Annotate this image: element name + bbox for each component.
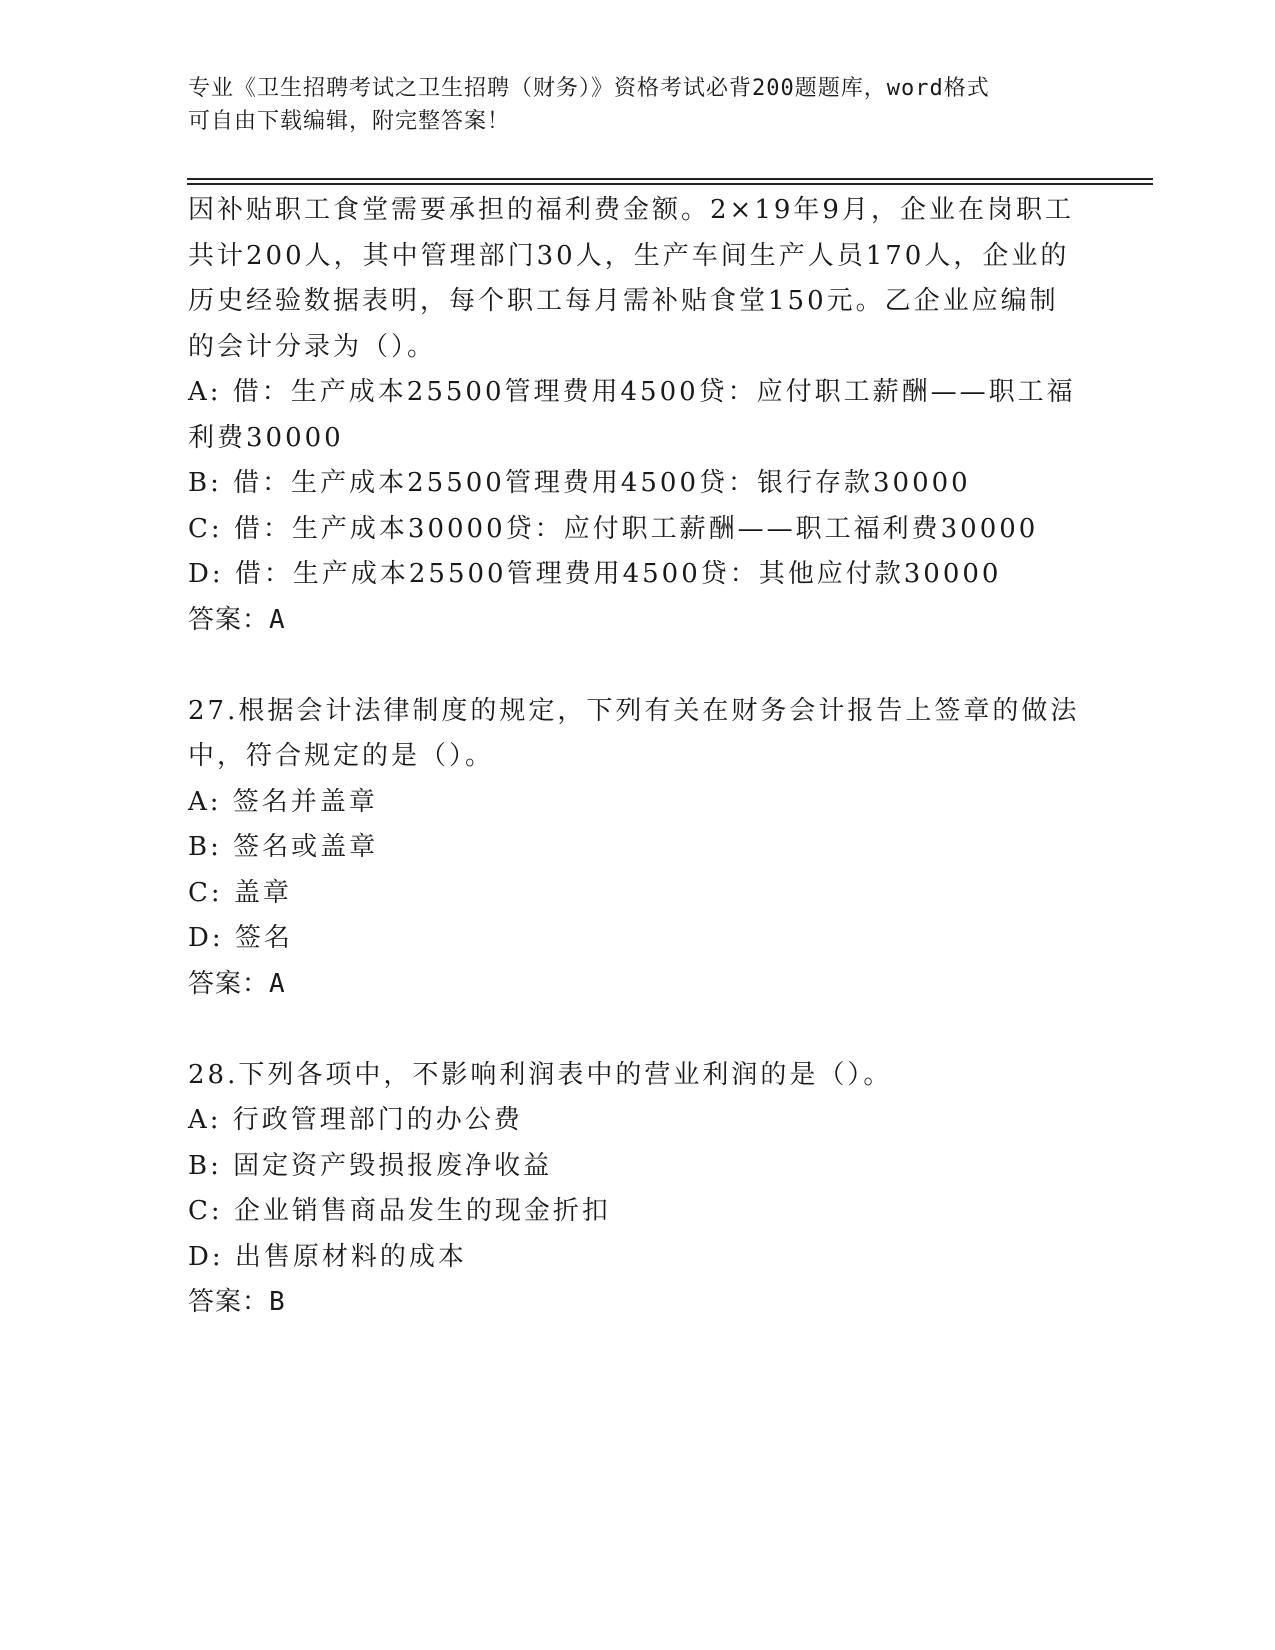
header-title-line-1: 专业《卫生招聘考试之卫生招聘（财务）》资格考试必背200题题库，word格式	[188, 76, 990, 101]
header-title-line-2: 可自由下载编辑，附完整答案！	[188, 109, 511, 134]
question-stem-line: 共计200人，其中管理部门30人，生产车间生产人员170人，企业的	[188, 240, 1070, 271]
page-header	[188, 72, 1068, 138]
answer-line: 答案：B	[188, 1287, 286, 1317]
spacer	[188, 643, 1088, 689]
option-c: C: 盖章	[188, 877, 292, 908]
option-b: B: 签名或盖章	[188, 832, 379, 862]
spacer	[188, 1007, 1088, 1053]
option-b: B: 固定资产毁损报废净收益	[188, 1150, 553, 1181]
option-d: D: 出售原材料的成本	[188, 1241, 467, 1272]
option-d: D: 借：生产成本25500管理费用4500贷：其他应付款30000	[188, 559, 1002, 589]
option-b: B: 借：生产成本25500管理费用4500贷：银行存款30000	[188, 468, 971, 498]
question-stem-line: 的会计分录为（）。	[188, 331, 437, 362]
question-block	[188, 1053, 1088, 1326]
question-stem-line: 中，符合规定的是（）。	[188, 741, 495, 771]
option-a-continued: 利费30000	[188, 422, 344, 453]
option-c: C: 企业销售商品发生的现金折扣	[188, 1196, 611, 1226]
question-stem-line: 27.根据会计法律制度的规定，下列有关在财务会计报告上签章的做法	[188, 695, 1080, 726]
question-stem-line: 因补贴职工食堂需要承担的福利费金额。2×19年9月，企业在岗职工	[188, 195, 1074, 225]
question-stem-line: 28.下列各项中，不影响利润表中的营业利润的是（）。	[188, 1059, 893, 1090]
question-block	[188, 188, 1088, 643]
answer-line: 答案：A	[188, 604, 286, 635]
answer-line: 答案：A	[188, 968, 286, 999]
question-stem-line: 历史经验数据表明，每个职工每月需补贴食堂150元。乙企业应编制	[188, 286, 1059, 316]
option-a: A: 借：生产成本25500管理费用4500贷：应付职工薪酬——职工福	[188, 377, 1076, 407]
option-a: A: 行政管理部门的办公费	[188, 1105, 523, 1135]
option-a: A: 签名并盖章	[188, 786, 378, 817]
question-block	[188, 689, 1088, 1008]
header-divider-top	[187, 178, 1153, 180]
question-content	[188, 188, 1088, 1326]
option-c: C: 借：生产成本30000贷：应付职工薪酬——职工福利费30000	[188, 513, 1039, 544]
option-d: D: 签名	[188, 923, 293, 953]
header-divider-bottom	[187, 183, 1153, 185]
